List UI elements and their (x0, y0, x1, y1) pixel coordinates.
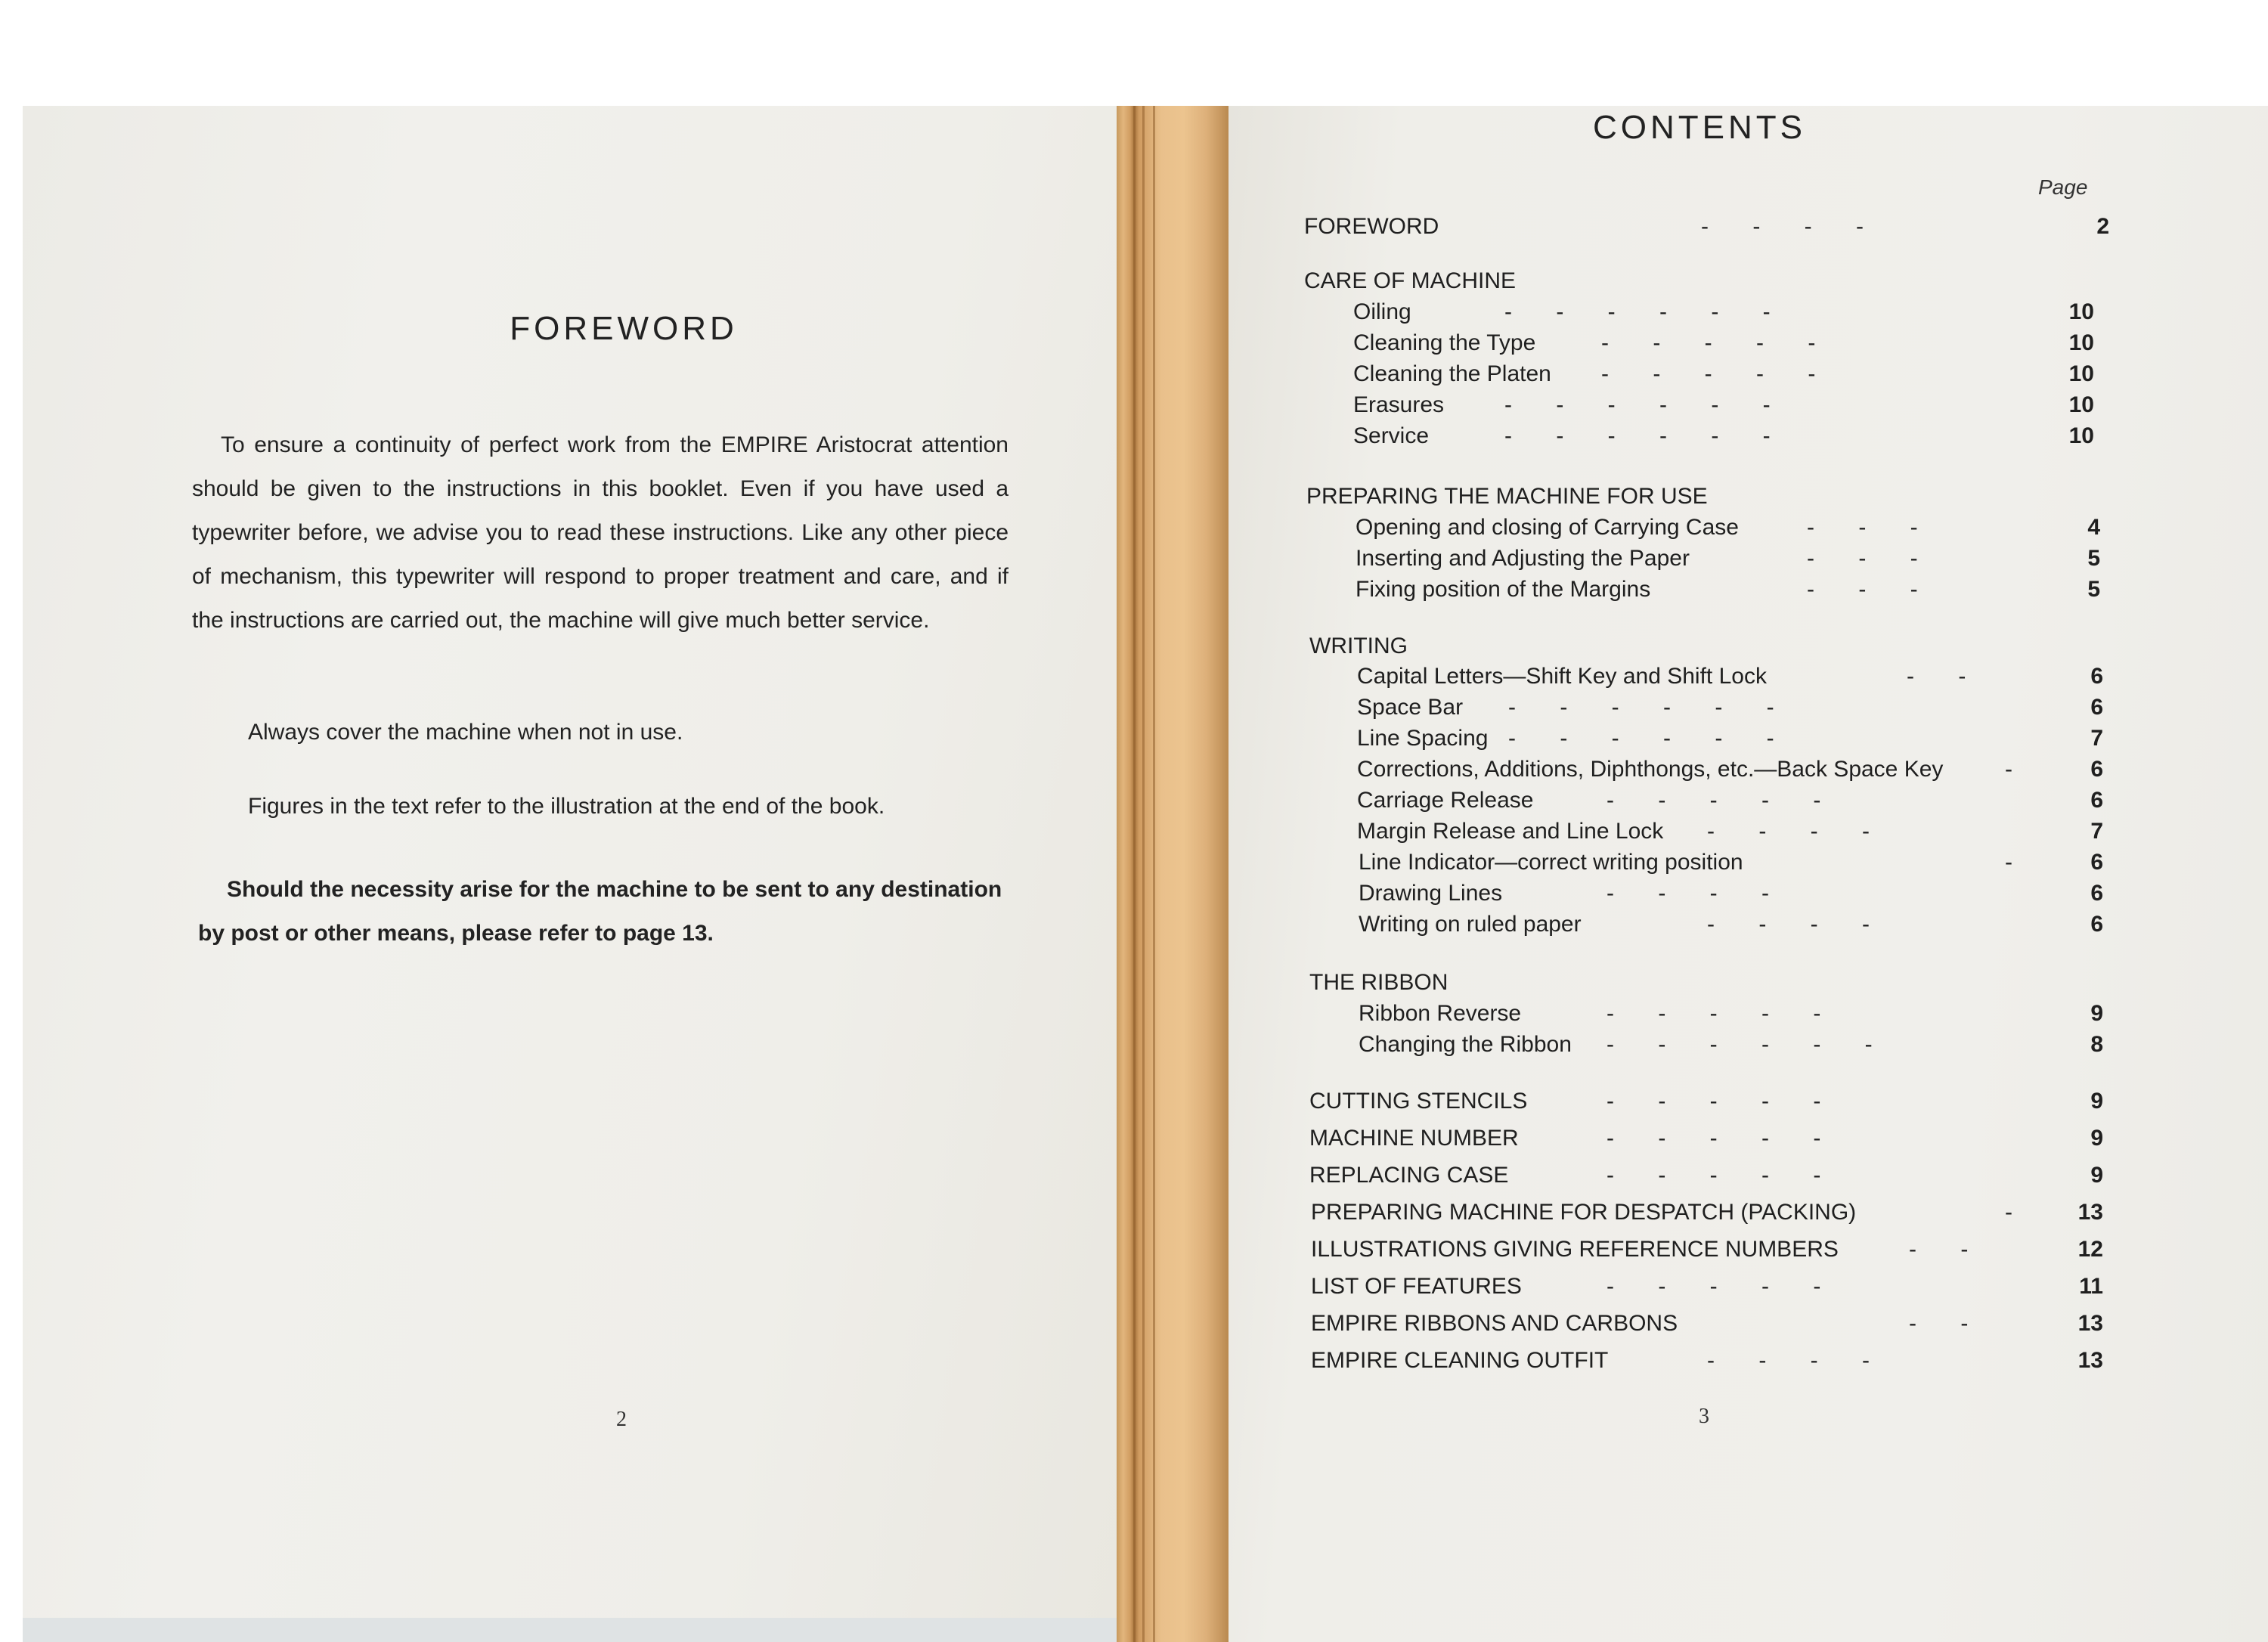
toc-label: Capital Letters—Shift Key and Shift Lock (1357, 664, 1767, 689)
right-page-number: 3 (1699, 1405, 1709, 1428)
toc-label: Corrections, Additions, Diphthongs, etc.—Back Space Key (1357, 757, 1944, 782)
foreword-paragraph-4: Should the necessity arise for the machine to be sent to any destination by post or other means, please refer to page 13. (198, 877, 1002, 946)
toc-entry (0, 577, 2268, 608)
toc-label: Inserting and Adjusting the Paper (1356, 546, 1690, 571)
toc-page-number: 10 (2068, 361, 2094, 386)
toc-page-number: 6 (2090, 695, 2103, 720)
toc-page-number: 7 (2090, 819, 2103, 844)
toc-leader: - - - - - (1601, 361, 1816, 386)
toc-entry (0, 1200, 2268, 1231)
toc-entry (0, 299, 2268, 330)
toc-page-number: 9 (2090, 1163, 2103, 1188)
toc-entry (0, 361, 2268, 392)
toc-section (0, 268, 2268, 299)
toc-page-number: 8 (2090, 1032, 2103, 1057)
toc-label: CARE OF MACHINE (1304, 268, 1517, 293)
contents-title: CONTENTS (1593, 109, 1806, 146)
toc-page-number: 6 (2090, 757, 2103, 782)
toc-label: LIST OF FEATURES (1311, 1274, 1522, 1299)
toc-label: Oiling (1353, 299, 1411, 324)
toc-leader: - (2005, 850, 2012, 875)
toc-label: Space Bar (1357, 695, 1464, 720)
toc-label: Line Spacing (1357, 726, 1489, 751)
toc-page-number: 9 (2090, 1089, 2103, 1114)
toc-entry (0, 726, 2268, 757)
toc-label: EMPIRE CLEANING OUTFIT (1311, 1348, 1609, 1373)
toc-leader: - - - - - (1606, 1163, 1821, 1188)
toc-entry (0, 1089, 2268, 1120)
toc-leader: - - - - - (1606, 1001, 1821, 1026)
toc-entry (0, 214, 2268, 245)
toc-page-number: 13 (2077, 1200, 2103, 1225)
toc-leader: - - - (1807, 577, 1918, 602)
toc-label: PREPARING MACHINE FOR DESPATCH (PACKING) (1311, 1200, 1857, 1225)
page-column-heading: Page (2038, 175, 2088, 199)
toc-leader: - - - - - - (1508, 726, 1774, 751)
toc-label: Writing on ruled paper (1359, 912, 1582, 937)
toc-leader: - - - - (1707, 912, 1870, 937)
toc-page-number: 6 (2090, 912, 2103, 937)
toc-leader: - - - - - - (1504, 392, 1771, 417)
toc-entry (0, 912, 2268, 943)
toc-leader: - - (1909, 1237, 1969, 1262)
toc-label: Cleaning the Type (1353, 330, 1536, 355)
toc-entry (0, 695, 2268, 726)
toc-entry (0, 757, 2268, 788)
toc-page-number: 9 (2090, 1001, 2103, 1026)
bottom-margin-strip (23, 1618, 1117, 1642)
toc-leader: - - (1907, 664, 1966, 689)
toc-leader: - - - - - (1606, 1126, 1821, 1151)
toc-label: Opening and closing of Carrying Case (1356, 515, 1739, 540)
toc-section (0, 634, 2268, 665)
toc-entry (0, 819, 2268, 850)
toc-entry (0, 1274, 2268, 1305)
toc-label: CUTTING STENCILS (1309, 1089, 1528, 1114)
toc-label: FOREWORD (1304, 214, 1439, 239)
toc-page-number: 11 (2079, 1274, 2103, 1299)
toc-leader: - - - - - - (1504, 299, 1771, 324)
toc-label: Drawing Lines (1359, 881, 1503, 906)
toc-leader: - - - (1807, 546, 1918, 571)
toc-leader: - - - - (1707, 819, 1870, 844)
toc-label: Fixing position of the Margins (1356, 577, 1651, 602)
toc-page-number: 10 (2068, 299, 2094, 324)
toc-label: MACHINE NUMBER (1309, 1126, 1519, 1151)
toc-entry (0, 330, 2268, 361)
toc-leader: - - - - - (1601, 330, 1816, 355)
toc-section (0, 484, 2268, 515)
toc-leader: - - - - - - (1508, 695, 1774, 720)
toc-page-number: 6 (2090, 788, 2103, 813)
toc-page-number: 12 (2077, 1237, 2103, 1262)
toc-section (0, 970, 2268, 1001)
toc-entry (0, 1163, 2268, 1194)
toc-leader: - (2005, 1200, 2012, 1225)
toc-page-number: 5 (2087, 577, 2100, 602)
foreword-paragraph-1: To ensure a continuity of perfect work from the EMPIRE Aristocrat attention should be given to the instructions in this booklet. Even if you have used a typewriter before, we advise you to read these instructions. Like any other piece of mechanism, this typewriter will respond to proper treatment and care, and if the instructions are carried out, the machine will give much better service. (192, 432, 1009, 633)
toc-entry (0, 392, 2268, 423)
toc-page-number: 6 (2090, 664, 2103, 689)
toc-entry (0, 664, 2268, 695)
toc-entry (0, 1348, 2268, 1379)
toc-entry (0, 788, 2268, 819)
toc-page-number: 6 (2090, 850, 2103, 875)
toc-label: Changing the Ribbon (1359, 1032, 1572, 1057)
toc-page-number: 13 (2077, 1348, 2103, 1373)
toc-page-number: 10 (2068, 392, 2094, 417)
toc-leader: - - - - (1606, 881, 1769, 906)
toc-label: Margin Release and Line Lock (1357, 819, 1664, 844)
toc-entry (0, 1237, 2268, 1268)
left-page-number: 2 (616, 1408, 627, 1431)
toc-label: Service (1353, 423, 1430, 448)
toc-entry (0, 1311, 2268, 1342)
foreword-paragraph-3: Figures in the text refer to the illustration at the end of the book. (248, 794, 885, 819)
toc-entry (0, 850, 2268, 881)
toc-page-number: 13 (2077, 1311, 2103, 1336)
toc-entry (0, 1001, 2268, 1032)
toc-leader: - - - - - (1606, 1089, 1821, 1114)
toc-page-number: 10 (2068, 423, 2094, 448)
toc-label: Cleaning the Platen (1353, 361, 1551, 386)
toc-page-number: 2 (2096, 214, 2109, 239)
toc-leader: - - - (1807, 515, 1918, 540)
toc-leader: - - - - (1701, 214, 1864, 239)
toc-label: Carriage Release (1357, 788, 1534, 813)
toc-entry (0, 1032, 2268, 1063)
toc-page-number: 10 (2068, 330, 2094, 355)
foreword-paragraph-2: Always cover the machine when not in use. (248, 720, 683, 745)
toc-entry (0, 546, 2268, 577)
toc-label: ILLUSTRATIONS GIVING REFERENCE NUMBERS (1311, 1237, 1839, 1262)
toc-label: REPLACING CASE (1309, 1163, 1509, 1188)
toc-label: WRITING (1309, 634, 1408, 658)
foreword-title: FOREWORD (510, 310, 738, 347)
toc-leader: - - - - - (1606, 1274, 1821, 1299)
toc-page-number: 5 (2087, 546, 2100, 571)
toc-leader: - - - - - - (1504, 423, 1771, 448)
toc-page-number: 4 (2087, 515, 2100, 540)
toc-page-number: 6 (2090, 881, 2103, 906)
toc-leader: - - (1909, 1311, 1969, 1336)
toc-entry (0, 1126, 2268, 1157)
toc-entry (0, 423, 2268, 454)
toc-leader: - - - - - (1606, 788, 1821, 813)
toc-label: EMPIRE RIBBONS AND CARBONS (1311, 1311, 1678, 1336)
toc-entry (0, 881, 2268, 912)
toc-leader: - - - - - - (1606, 1032, 1873, 1057)
toc-label: Line Indicator—correct writing position (1359, 850, 1743, 875)
toc-label: THE RIBBON (1309, 970, 1448, 995)
toc-leader: - - - - (1707, 1348, 1870, 1373)
toc-label: Erasures (1353, 392, 1445, 417)
toc-leader: - (2005, 757, 2012, 782)
toc-entry (0, 515, 2268, 546)
toc-page-number: 7 (2090, 726, 2103, 751)
toc-page-number: 9 (2090, 1126, 2103, 1151)
toc-label: PREPARING THE MACHINE FOR USE (1306, 484, 1708, 509)
toc-label: Ribbon Reverse (1359, 1001, 1522, 1026)
